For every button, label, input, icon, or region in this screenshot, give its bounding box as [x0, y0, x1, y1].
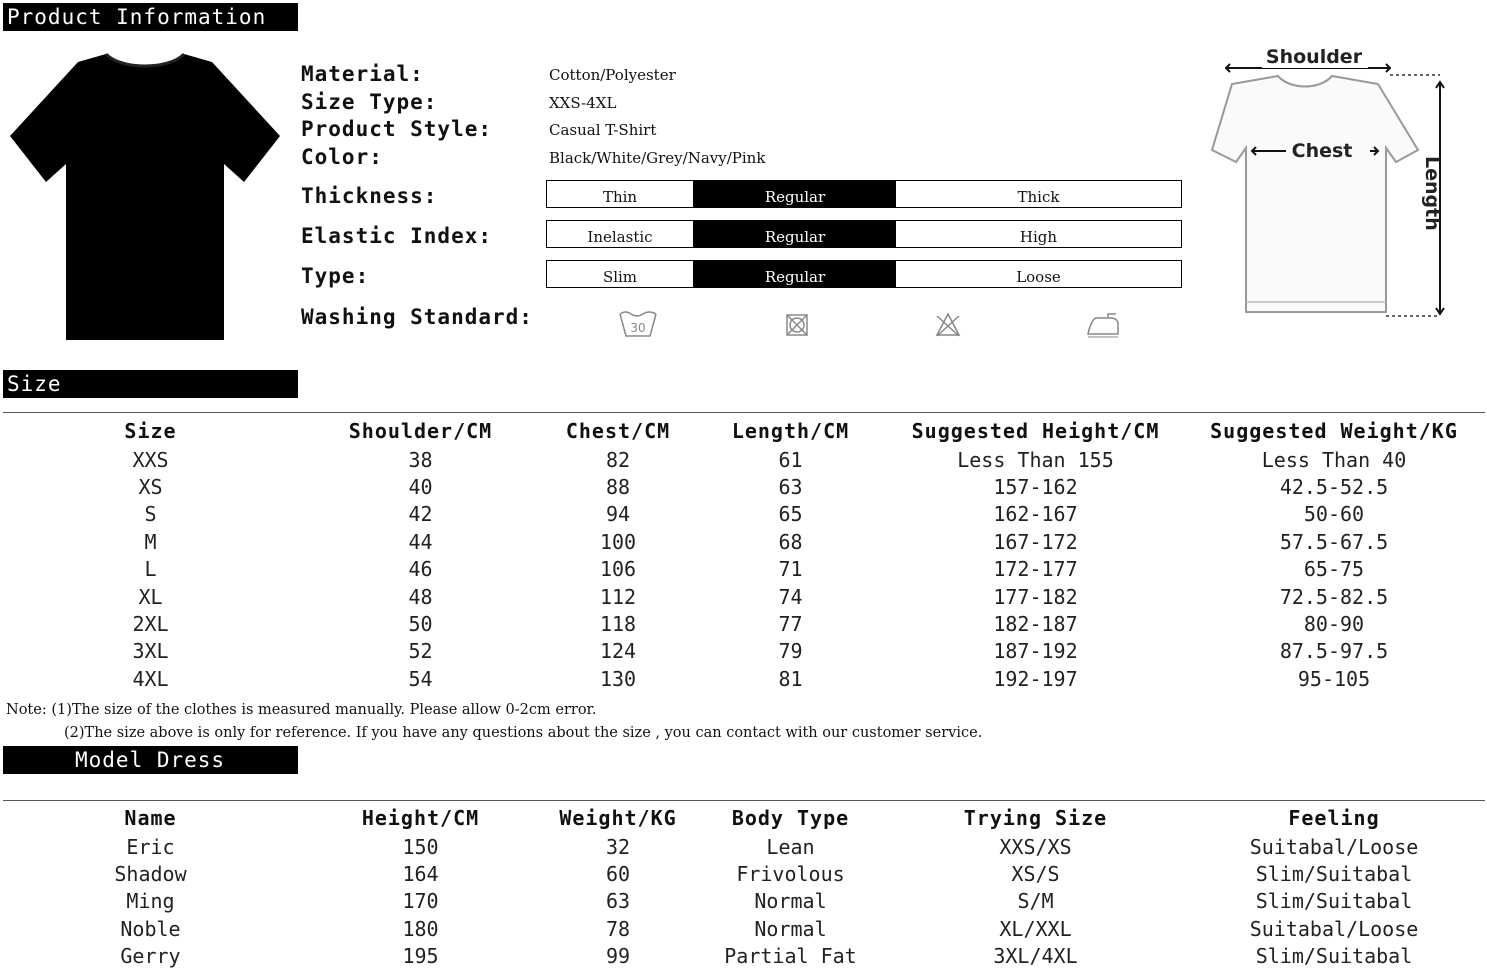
cell: 162-167 [993, 502, 1078, 527]
cell: 32 [605, 834, 631, 859]
color-label: Color: [301, 145, 383, 169]
model-dress-header: Model Dress [3, 746, 298, 774]
cell: 44 [408, 529, 433, 554]
size-table-header-row [3, 416, 1485, 446]
no-bleach-icon [927, 308, 969, 342]
length-label: Length [1421, 156, 1443, 231]
header-suggested-weight: Suggested Weight/KG [1210, 419, 1458, 443]
header-weight: Weight/KG [559, 806, 677, 830]
color-value: Black/White/Grey/Navy/Pink [549, 149, 766, 167]
cell: 3XL [132, 639, 169, 664]
cell: 177-182 [993, 584, 1078, 609]
cell: 100 [599, 529, 637, 554]
model-table-rule [3, 800, 1485, 801]
cell: S [144, 502, 157, 527]
cell: 68 [778, 529, 803, 554]
cell: 94 [605, 502, 631, 527]
cell: 118 [599, 612, 637, 637]
note-1: Note: (1)The size of the clothes is measured manually. Please allow 0-2cm error. [6, 702, 597, 718]
cell: XS [138, 475, 163, 500]
material-value: Cotton/Polyester [549, 66, 676, 84]
black-tshirt-image [6, 48, 284, 346]
cell: 164 [402, 862, 439, 887]
cell: 182-187 [993, 612, 1078, 637]
header-shoulder: Shoulder/CM [348, 419, 493, 443]
cell: 63 [605, 889, 631, 914]
cell: Slim/Suitabal [1255, 862, 1413, 887]
shoulder-label: Shoulder [1265, 46, 1363, 68]
no-tumble-dry-icon [776, 308, 818, 342]
table-row [3, 943, 1485, 970]
cell: 2XL [132, 612, 169, 637]
header-trying-size: Trying Size [963, 806, 1108, 830]
header-suggested-height: Suggested Height/CM [911, 419, 1160, 443]
cell: 42 [408, 502, 433, 527]
cell: 46 [408, 557, 433, 582]
cell: 3XL/4XL [993, 944, 1078, 969]
cell: Normal [754, 889, 827, 914]
cell: XS/S [1011, 862, 1060, 887]
cell: 99 [605, 944, 631, 969]
cell: Less Than 155 [957, 447, 1114, 472]
cell: Partial Fat [724, 944, 857, 969]
cell: 48 [408, 584, 433, 609]
wash-30-icon [617, 308, 659, 342]
table-row [3, 446, 1485, 473]
cell: S/M [1017, 889, 1054, 914]
table-row [3, 528, 1485, 555]
cell: 87.5-97.5 [1279, 639, 1389, 664]
cell: 54 [408, 666, 433, 691]
size-type-label: Size Type: [301, 90, 438, 114]
measurement-diagram [1190, 40, 1480, 340]
cell: Slim/Suitabal [1255, 889, 1413, 914]
cell: Gerry [120, 944, 181, 969]
table-row [3, 665, 1485, 692]
cell: 170 [402, 889, 439, 914]
cell: 42.5-52.5 [1279, 475, 1389, 500]
header-chest: Chest/CM [565, 419, 671, 443]
cell: XXS [132, 447, 169, 472]
cell: L [144, 557, 157, 582]
table-row [3, 888, 1485, 915]
thickness-scale [546, 180, 1182, 208]
thickness-option-regular: Regular [694, 181, 896, 207]
cell: Frivolous [736, 862, 845, 887]
table-row [3, 473, 1485, 500]
cell: 50-60 [1303, 502, 1365, 527]
cell: 81 [778, 666, 803, 691]
table-row [3, 833, 1485, 860]
size-table-rule [3, 412, 1485, 413]
cell: 65-75 [1303, 557, 1365, 582]
cell: 57.5-67.5 [1279, 529, 1389, 554]
washing-standard-label: Washing Standard: [301, 305, 533, 329]
product-style-value: Casual T-Shirt [549, 121, 657, 139]
cell: 80-90 [1303, 612, 1365, 637]
size-type-value: XXS-4XL [549, 94, 617, 112]
cell: M [144, 529, 157, 554]
note-2: (2)The size above is only for reference. If you have any questions about the size , you can contact with our customer service. [64, 725, 983, 741]
thickness-option-thick: Thick [1017, 188, 1060, 206]
header-height: Height/CM [361, 806, 480, 830]
cell: 63 [778, 475, 803, 500]
cell: 88 [605, 475, 631, 500]
cell: 40 [408, 475, 433, 500]
product-style-label: Product Style: [301, 117, 493, 141]
cell: 124 [599, 639, 637, 664]
cell: Less Than 40 [1261, 447, 1407, 472]
size-header: Size [3, 370, 298, 398]
cell: 77 [778, 612, 803, 637]
cell: 150 [402, 834, 439, 859]
cell: Slim/Suitabal [1255, 944, 1413, 969]
table-row [3, 860, 1485, 887]
cell: 195 [402, 944, 439, 969]
material-label: Material: [301, 62, 424, 86]
elastic-option-regular: Regular [694, 221, 896, 247]
cell: XL [138, 584, 163, 609]
cell: 65 [778, 502, 803, 527]
cell: 82 [605, 447, 631, 472]
cell: Suitabal/Loose [1249, 916, 1419, 941]
cell: 38 [408, 447, 433, 472]
cell: 192-197 [993, 666, 1078, 691]
cell: 72.5-82.5 [1279, 584, 1389, 609]
cell: 61 [778, 447, 803, 472]
type-option-regular: Regular [694, 261, 896, 287]
chest-label: Chest [1291, 140, 1353, 162]
cell: 50 [408, 612, 433, 637]
thickness-option-thin: Thin [547, 181, 694, 207]
elastic-option-high: High [1019, 228, 1058, 246]
cell: 172-177 [993, 557, 1078, 582]
cell: XL/XXL [999, 916, 1072, 941]
cell: 106 [599, 557, 637, 582]
elastic-index-label: Elastic Index: [301, 224, 493, 248]
iron-icon [1082, 308, 1124, 342]
cell: 167-172 [993, 529, 1078, 554]
cell: 112 [599, 584, 637, 609]
cell: 4XL [132, 666, 169, 691]
type-scale [546, 260, 1182, 288]
table-row [3, 638, 1485, 665]
type-label: Type: [301, 264, 370, 288]
table-row [3, 583, 1485, 610]
svg-text:30: 30 [630, 321, 646, 335]
cell: 130 [599, 666, 637, 691]
table-row [3, 501, 1485, 528]
model-table-header-row [3, 803, 1485, 833]
cell: 52 [408, 639, 433, 664]
header-name: Name [124, 806, 177, 830]
cell: Normal [754, 916, 827, 941]
elastic-index-scale [546, 220, 1182, 248]
cell: 71 [778, 557, 803, 582]
header-body-type: Body Type [731, 806, 850, 830]
thickness-label: Thickness: [301, 184, 438, 208]
cell: Noble [120, 916, 181, 941]
cell: 187-192 [993, 639, 1078, 664]
product-information-header: Product Information [3, 3, 298, 31]
cell: 78 [605, 916, 631, 941]
cell: Shadow [114, 862, 187, 887]
model-table [3, 803, 1485, 970]
header-feeling: Feeling [1288, 806, 1380, 830]
type-option-slim: Slim [547, 261, 694, 287]
table-row [3, 610, 1485, 637]
cell: 95-105 [1297, 666, 1371, 691]
cell: Ming [126, 889, 175, 914]
cell: Suitabal/Loose [1249, 834, 1419, 859]
cell: 180 [402, 916, 439, 941]
cell: Lean [766, 834, 815, 859]
cell: 74 [778, 584, 803, 609]
cell: Eric [126, 834, 175, 859]
cell: XXS/XS [999, 834, 1072, 859]
table-row [3, 915, 1485, 942]
size-table [3, 416, 1485, 693]
cell: 60 [605, 862, 631, 887]
type-option-loose: Loose [1016, 268, 1061, 286]
table-row [3, 556, 1485, 583]
cell: 79 [778, 639, 803, 664]
elastic-option-inelastic: Inelastic [547, 221, 694, 247]
header-size: Size [124, 419, 177, 443]
header-length: Length/CM [731, 419, 850, 443]
cell: 157-162 [993, 475, 1078, 500]
